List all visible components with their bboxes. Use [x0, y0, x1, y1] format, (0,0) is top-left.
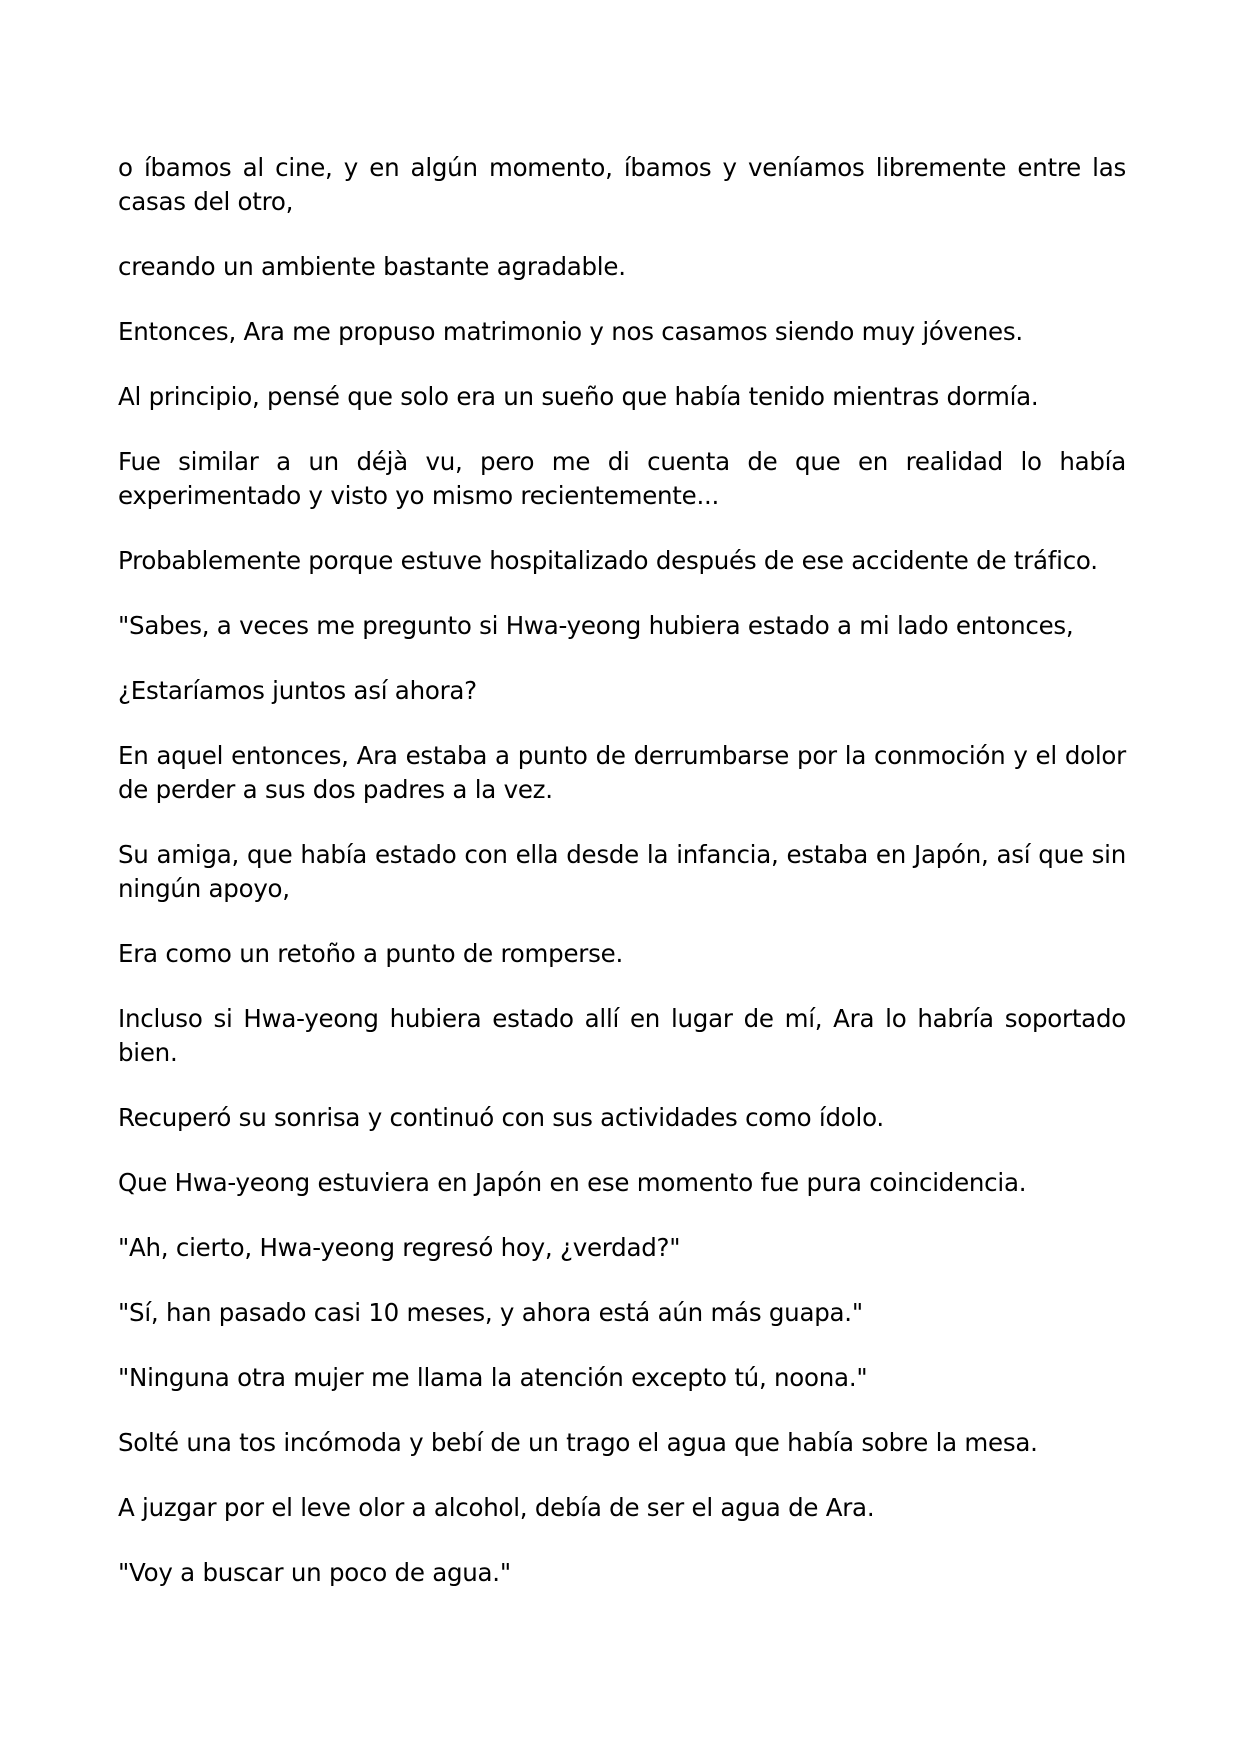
paragraph: Que Hwa-yeong estuviera en Japón en ese momento fue pura coincidencia. — [118, 1168, 1027, 1197]
paragraph: creando un ambiente bastante agradable. — [118, 252, 626, 281]
document-body — [118, 151, 1126, 1621]
paragraph: Recuperó su sonrisa y continuó con sus actividades como ídolo. — [118, 1103, 884, 1132]
paragraph: o íbamos al cine, y en algún momento, íbamos y veníamos libremente entre las casas del otro, — [118, 153, 1126, 216]
paragraph: ¿Estaríamos juntos así ahora? — [118, 676, 477, 705]
paragraph: Entonces, Ara me propuso matrimonio y nos casamos siendo muy jóvenes. — [118, 317, 1023, 346]
paragraph: "Sabes, a veces me pregunto si Hwa-yeong hubiera estado a mi lado entonces, — [118, 611, 1074, 640]
paragraph: "Voy a buscar un poco de agua." — [118, 1558, 511, 1587]
paragraph: Era como un retoño a punto de romperse. — [118, 939, 623, 968]
paragraph: A juzgar por el leve olor a alcohol, debía de ser el agua de Ara. — [118, 1493, 875, 1522]
paragraph: "Ah, cierto, Hwa-yeong regresó hoy, ¿verdad?" — [118, 1233, 681, 1262]
paragraph: Fue similar a un déjà vu, pero me di cuenta de que en realidad lo había experimentado y visto yo mismo recientemente... — [118, 447, 1126, 510]
paragraph: "Sí, han pasado casi 10 meses, y ahora está aún más guapa." — [118, 1298, 863, 1327]
paragraph: Solté una tos incómoda y bebí de un trago el agua que había sobre la mesa. — [118, 1428, 1038, 1457]
paragraph: "Ninguna otra mujer me llama la atención excepto tú, noona." — [118, 1363, 868, 1392]
paragraph: Incluso si Hwa-yeong hubiera estado allí en lugar de mí, Ara lo habría soportado bien. — [118, 1004, 1126, 1067]
paragraph: Probablemente porque estuve hospitalizado después de ese accidente de tráfico. — [118, 546, 1098, 575]
paragraph: Su amiga, que había estado con ella desde la infancia, estaba en Japón, así que sin ningún apoyo, — [118, 840, 1126, 903]
paragraph: En aquel entonces, Ara estaba a punto de derrumbarse por la conmoción y el dolor de perder a sus dos padres a la vez. — [118, 741, 1126, 804]
paragraph: Al principio, pensé que solo era un sueño que había tenido mientras dormía. — [118, 382, 1039, 411]
